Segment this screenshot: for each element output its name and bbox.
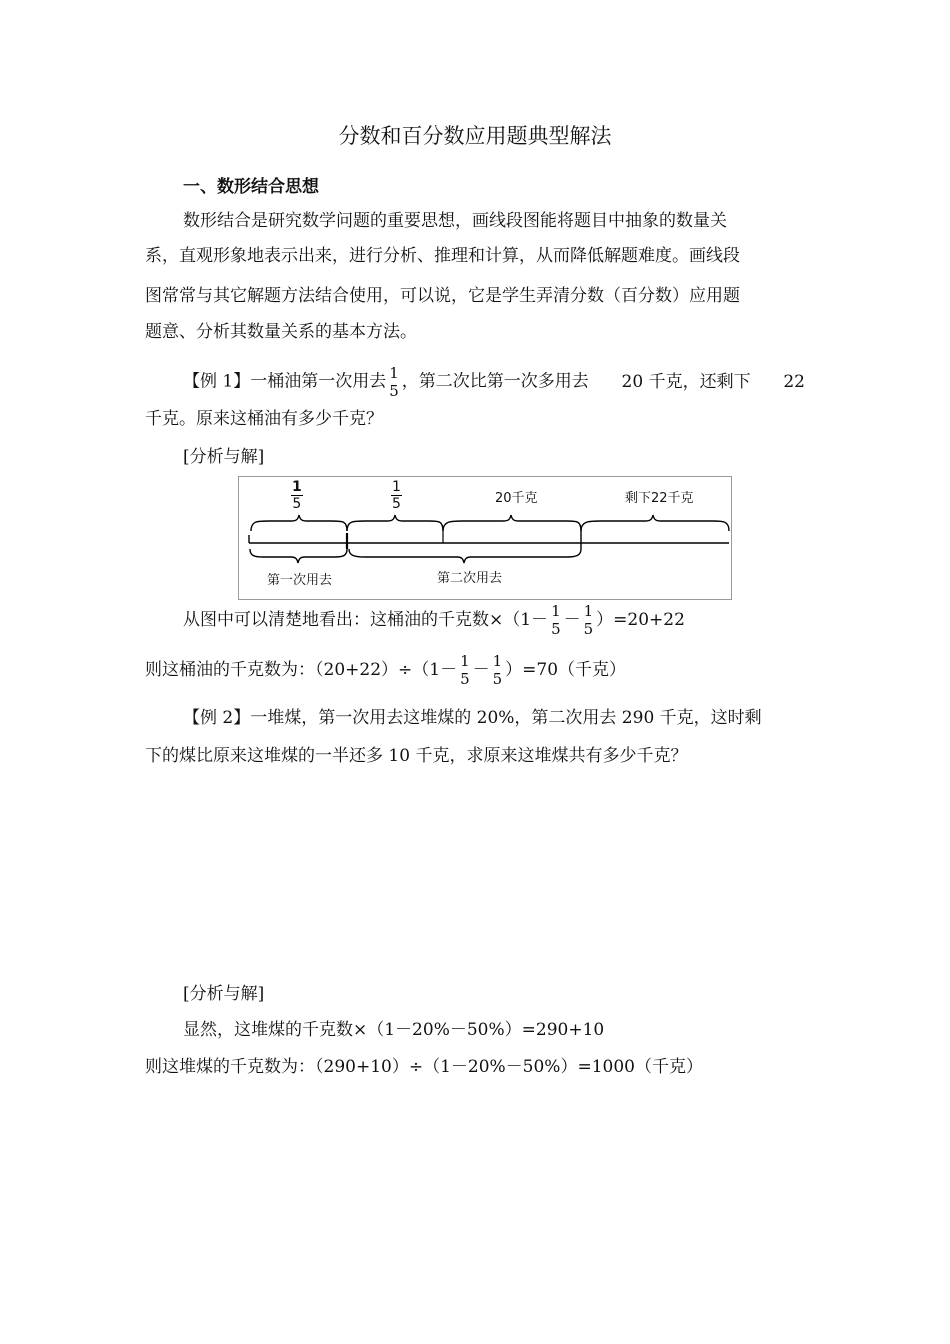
- example1-text-a: 【例 1】一桶油第一次用去: [183, 371, 387, 392]
- line-segment-diagram: [238, 476, 732, 600]
- brace-second-used: [349, 549, 581, 563]
- example1-text-b: ，第二次比第一次多用去: [401, 371, 589, 392]
- brace-remaining: [581, 515, 729, 531]
- example2-solution-1: 显然，这堆煤的千克数×（1－20%－50%）=290+10: [183, 1020, 605, 1040]
- solution1-fraction-b: 1 5: [583, 602, 594, 638]
- solution1-fraction-a: 1 5: [551, 602, 561, 638]
- intro-line-4: 题意、分析其数量关系的基本方法。: [145, 322, 417, 342]
- label-first-used: 第一次用去: [267, 573, 333, 588]
- figure-fraction-1: 1 5: [292, 479, 302, 512]
- page-title: 分数和百分数应用题典型解法: [338, 124, 612, 148]
- brace-second-fifth: [347, 515, 443, 531]
- intro-line-2: 系，直观形象地表示出来，进行分析、推理和计算，从而降低解题难度。画线段: [145, 246, 740, 266]
- analysis-label-2: [分析与解]: [183, 984, 265, 1004]
- example1-line-2: 千克。原来这桶油有多少千克？: [145, 409, 383, 429]
- brace-first-used: [250, 549, 347, 563]
- example2-line-1: 【例 2】一堆煤，第一次用去这堆煤的 20%，第二次用去 290 千克，这时剩: [183, 708, 762, 728]
- label-remaining: 剩下22千克: [625, 491, 694, 506]
- analysis-label-1: [分析与解]: [183, 447, 265, 467]
- label-20kg: 20千克: [495, 491, 538, 506]
- figure-fraction-2: 1 5: [392, 479, 401, 512]
- example2-line-2: 下的煤比原来这堆煤的一半还多 10 千克，求原来这堆煤共有多少千克？: [145, 746, 688, 766]
- intro-line-3: 图常常与其它解题方法结合使用，可以说，它是学生弄清分数（百分数）应用题: [145, 286, 740, 306]
- label-second-used: 第二次用去: [437, 571, 503, 586]
- fraction-one-fifth: 1 5: [389, 364, 399, 400]
- solution2-fraction-a: 1 5: [460, 652, 470, 688]
- example1-solution-2: 则这桶油的千克数为：（20+22）÷（1－ 1 5 － 1 5 ）=70（千克）: [145, 652, 627, 688]
- example1-solution-1: 从图中可以清楚地看出：这桶油的千克数×（1－ 1 5 － 1 5 ）=20+22: [183, 602, 685, 638]
- intro-line-1: 数形结合是研究数学问题的重要思想，画线段图能将题目中抽象的数量关: [183, 211, 727, 231]
- section-heading: 一、数形结合思想: [183, 177, 319, 197]
- brace-first-fifth: [251, 515, 347, 531]
- brace-20kg: [443, 515, 581, 531]
- example1-line-1: [183, 364, 805, 400]
- solution2-fraction-b: 1 5: [492, 652, 503, 688]
- example1-text-c: 20 千克，还剩下: [621, 372, 751, 392]
- example2-solution-2: 则这堆煤的千克数为：（290+10）÷（1－20%－50%）=1000（千克）: [145, 1057, 703, 1077]
- example1-text-d: 22: [783, 372, 805, 392]
